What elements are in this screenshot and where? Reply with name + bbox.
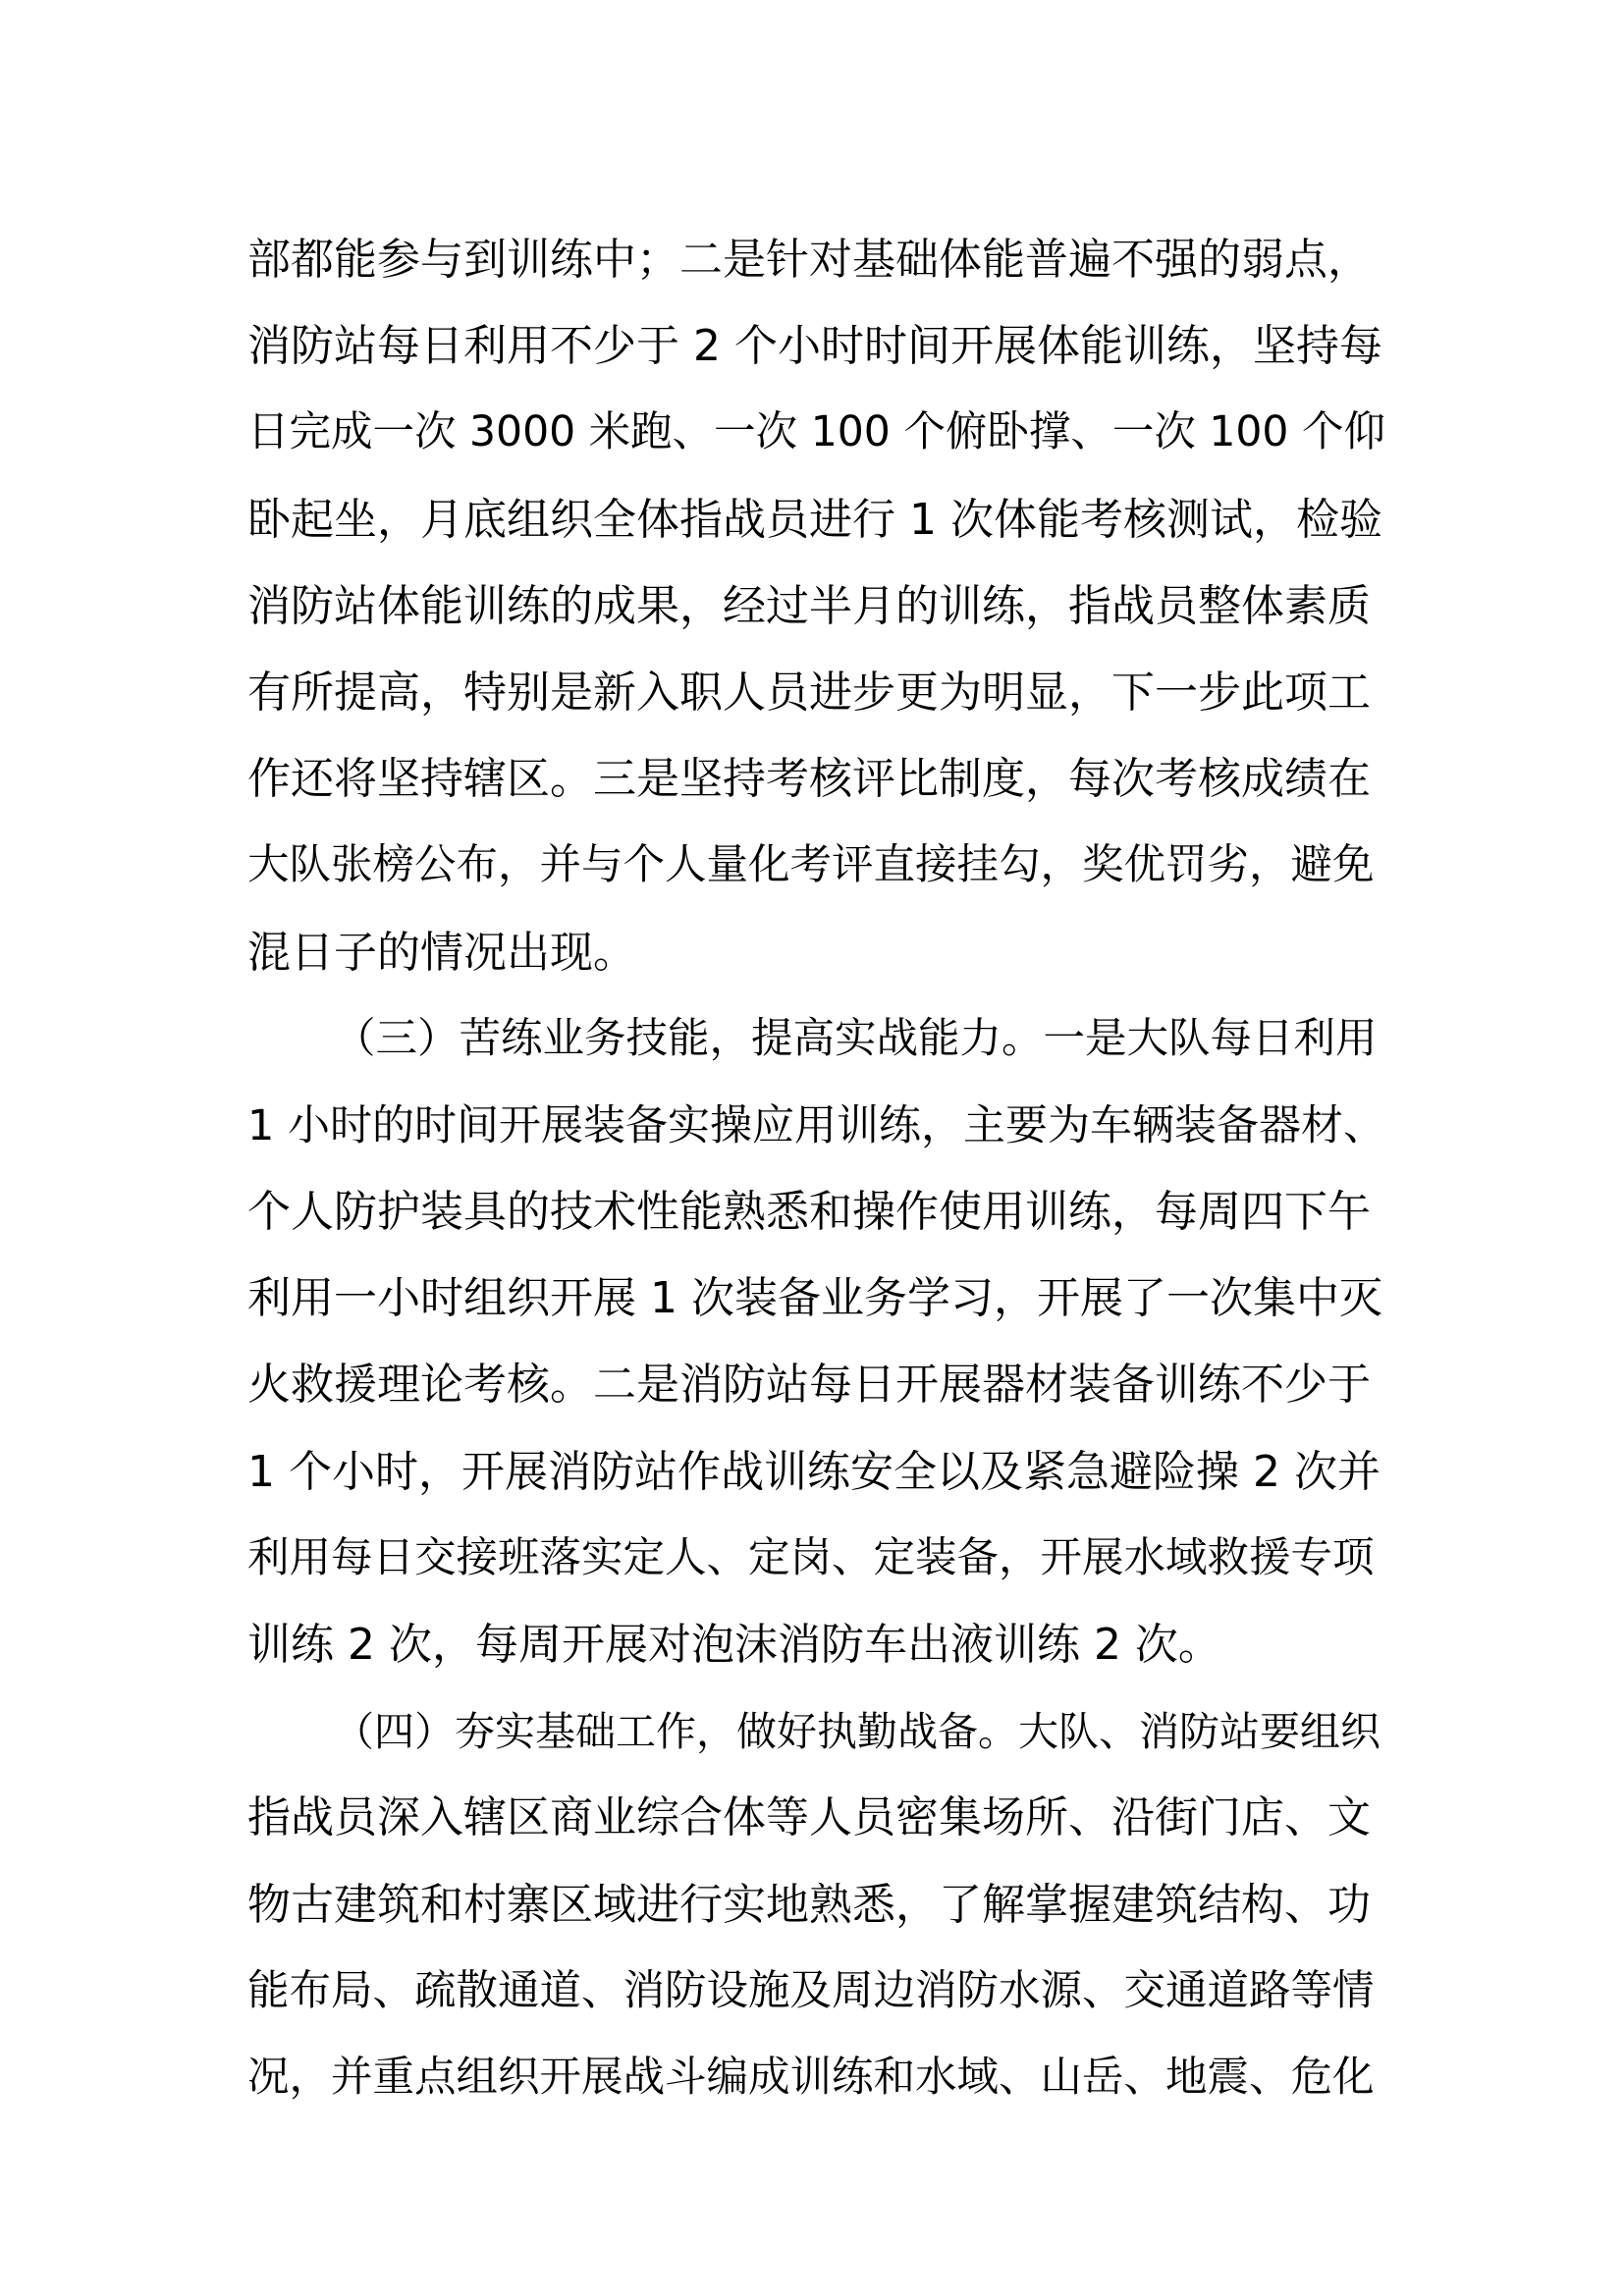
text-line: 部都能参与到训练中；二是针对基础体能普遍不强的弱点， <box>247 235 1371 285</box>
text-line: 利用每日交接班落实定人、定岗、定装备，开展水域救援专项 <box>247 1533 1375 1582</box>
text-line: 混日子的情况出现。 <box>247 927 636 978</box>
text-line: 利用一小时组织开展 1 次装备业务学习，开展了一次集中灭 <box>247 1273 1382 1324</box>
text-line: 1 小时的时间开展装备实操应用训练，主要为车辆装备器材、 <box>247 1100 1386 1150</box>
text-line: 日完成一次 3000 米跑、一次 100 个俯卧撑、一次 100 个仰 <box>247 408 1385 457</box>
text-line: 作还将坚持辖区。三是坚持考核评比制度，每次考核成绩在 <box>247 754 1371 805</box>
text-line: 况，并重点组织开展战斗编成训练和水域、山岳、地震、危化 <box>247 2053 1375 2102</box>
body-text <box>247 217 1386 2121</box>
text-line: 个人防护装具的技术性能熟悉和操作使用训练，每周四下午 <box>247 1187 1371 1238</box>
text-line: 卧起坐，月底组织全体指战员进行 1 次体能考核测试，检验 <box>247 494 1382 545</box>
section-heading-line: （三）苦练业务技能，提高实战能力。一是大队每日利用 <box>334 1014 1378 1063</box>
text-line: 大队张榜公布，并与个人量化考评直接挂勾，奖优罚劣，避免 <box>247 841 1375 890</box>
text-line: 能布局、疏散通道、消防设施及周边消防水源、交通道路等情 <box>247 1966 1375 2015</box>
text-line: 指战员深入辖区商业综合体等人员密集场所、沿街门店、文 <box>247 1792 1371 1843</box>
text-line: 消防站体能训练的成果，经过半月的训练，指战员整体素质 <box>247 580 1371 631</box>
text-line: 1 个小时，开展消防站作战训练安全以及紧急避险操 2 次并 <box>247 1446 1380 1497</box>
section-heading-line: （四）夯实基础工作，做好执勤战备。大队、消防站要组织 <box>334 1708 1380 1756</box>
text-line: 训练 2 次，每周开展对泡沫消防车出液训练 2 次。 <box>247 1620 1221 1670</box>
text-line: 火救援理论考核。二是消防站每日开展器材装备训练不少于 <box>247 1360 1371 1411</box>
text-line: 有所提高，特别是新入职人员进步更为明显，下一步此项工 <box>247 667 1371 718</box>
text-line: 消防站每日利用不少于 2 个小时时间开展体能训练，坚持每 <box>247 321 1382 372</box>
text-line: 物古建筑和村寨区域进行实地熟悉，了解掌握建筑结构、功 <box>247 1879 1371 1930</box>
